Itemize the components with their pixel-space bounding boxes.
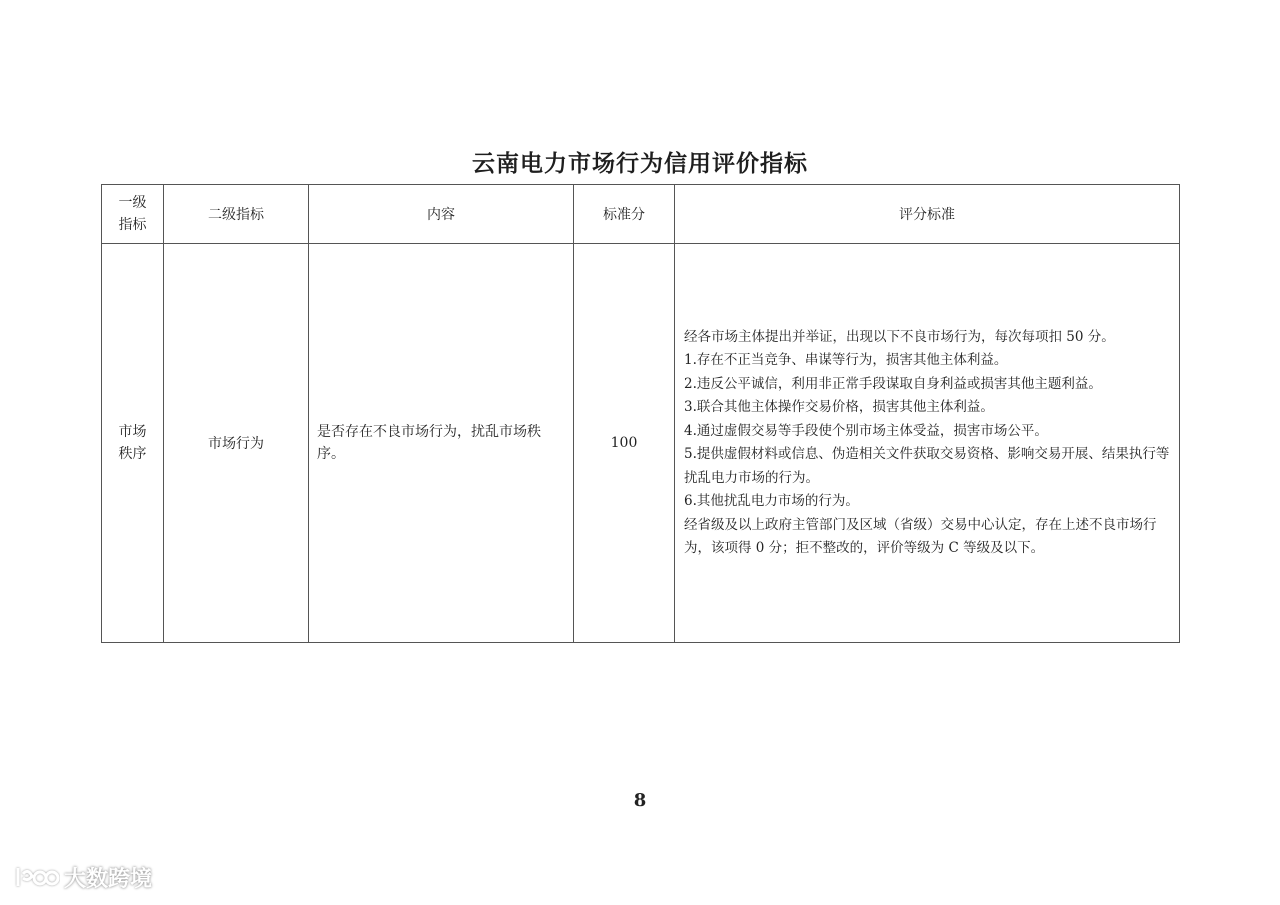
watermark-logo-icon [14, 864, 60, 892]
cell-criteria [675, 244, 1180, 643]
header-criteria: 评分标准 [675, 185, 1180, 244]
header-content: 内容 [309, 185, 574, 244]
cell-level2: 市场行为 [164, 244, 309, 643]
criteria-line: 2.违反公平诚信，利用非正常手段谋取自身利益或损害其他主题利益。 [684, 375, 1102, 392]
document-title: 云南电力市场行为信用评价指标 [472, 151, 808, 177]
header-level2: 二级指标 [164, 185, 309, 244]
criteria-line: 3.联合其他主体操作交易价格，损害其他主体利益。 [684, 399, 994, 415]
criteria-table [101, 184, 1180, 643]
watermark-text: 大数跨境 [64, 867, 153, 892]
table-row [102, 244, 1180, 643]
criteria-line: 经各市场主体提出并举证，出现以下不良市场行为，每次每项扣 50 分。 [684, 328, 1115, 345]
page-number: 8 [633, 790, 647, 811]
header-level1: 一级指标 [102, 185, 164, 244]
table-header-row [102, 185, 1180, 244]
criteria-line: 4.通过虚假交易等手段使个别市场主体受益，损害市场公平。 [684, 422, 1048, 439]
criteria-line: 经省级及以上政府主管部门及区域（省级）交易中心认定，存在上述不良市场行为，该项得 0 分；拒不整改的，评价等级为 C 等级及以下。 [684, 516, 1157, 556]
cell-content: 是否存在不良市场行为，扰乱市场秩序。 [309, 244, 574, 643]
criteria-line: 1.存在不正当竞争、串谋等行为，损害其他主体利益。 [684, 352, 1008, 368]
cell-level1: 市场秩序 [102, 244, 164, 643]
criteria-line: 6.其他扰乱电力市场的行为。 [684, 493, 859, 509]
criteria-line: 5.提供虚假材料或信息、伪造相关文件获取交易资格、影响交易开展、结果执行等扰乱电力市场的行为。 [684, 446, 1170, 486]
header-standard-score: 标准分 [574, 185, 675, 244]
watermark [14, 862, 152, 893]
cell-standard-score: 100 [574, 244, 675, 643]
